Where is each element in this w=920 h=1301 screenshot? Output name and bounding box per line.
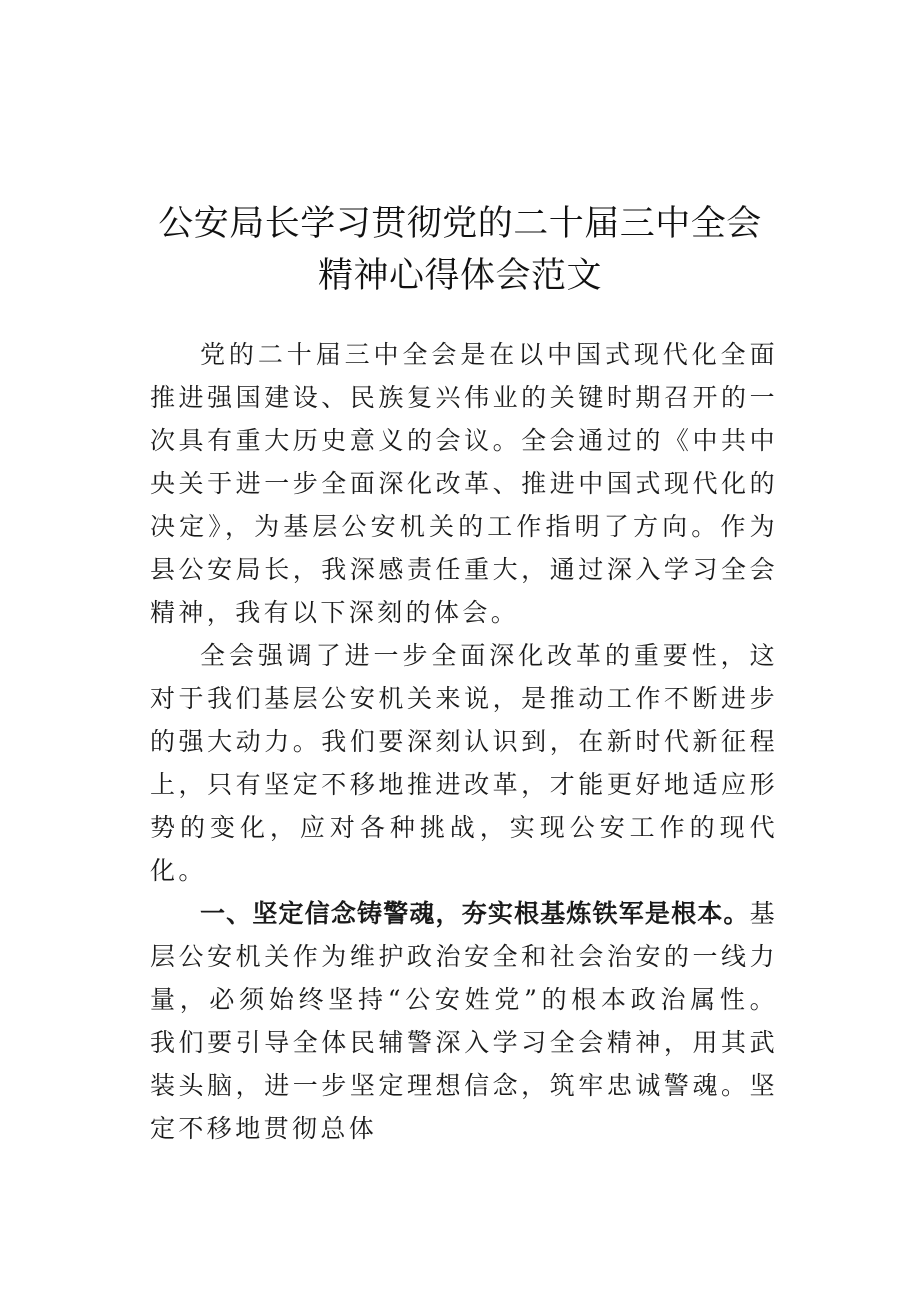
document-body — [150, 333, 778, 1150]
section-text: 基层公安机关作为维护政治安全和社会治安的一线力量，必须始终坚持“公安姓党”的根本政治属性。我们要引导全体民辅警深入学习全会精神，用其武装头脑，进一步坚定理想信念，筑牢忠诚警魂。坚定不移地贯彻总体 — [150, 899, 778, 1143]
paragraph-2: 全会强调了进一步全面深化改革的重要性，这对于我们基层公安机关来说，是推动工作不断进步的强大动力。我们要深刻认识到，在新时代新征程上，只有坚定不移地推进改革，才能更好地适应形势的变化，应对各种挑战，实现公安工作的现代化。 — [150, 641, 778, 885]
document-title — [130, 198, 790, 302]
section-heading: 一、坚定信念铸警魂，夯实根基炼铁军是根本。 — [200, 899, 750, 928]
paragraph-3 — [150, 892, 778, 1150]
paragraph-1: 党的二十届三中全会是在以中国式现代化全面推进强国建设、民族复兴伟业的关键时期召开的一次具有重大历史意义的会议。全会通过的《中共中央关于进一步全面深化改革、推进中国式现代化的决定》，为基层公安机关的工作指明了方向。作为县公安局长，我深感责任重大，通过深入学习全会精神，我有以下深刻的体会。 — [150, 340, 778, 627]
title-line-1: 公安局长学习贯彻党的二十届三中全会 — [158, 204, 762, 244]
title-line-2: 精神心得体会范文 — [317, 256, 602, 296]
